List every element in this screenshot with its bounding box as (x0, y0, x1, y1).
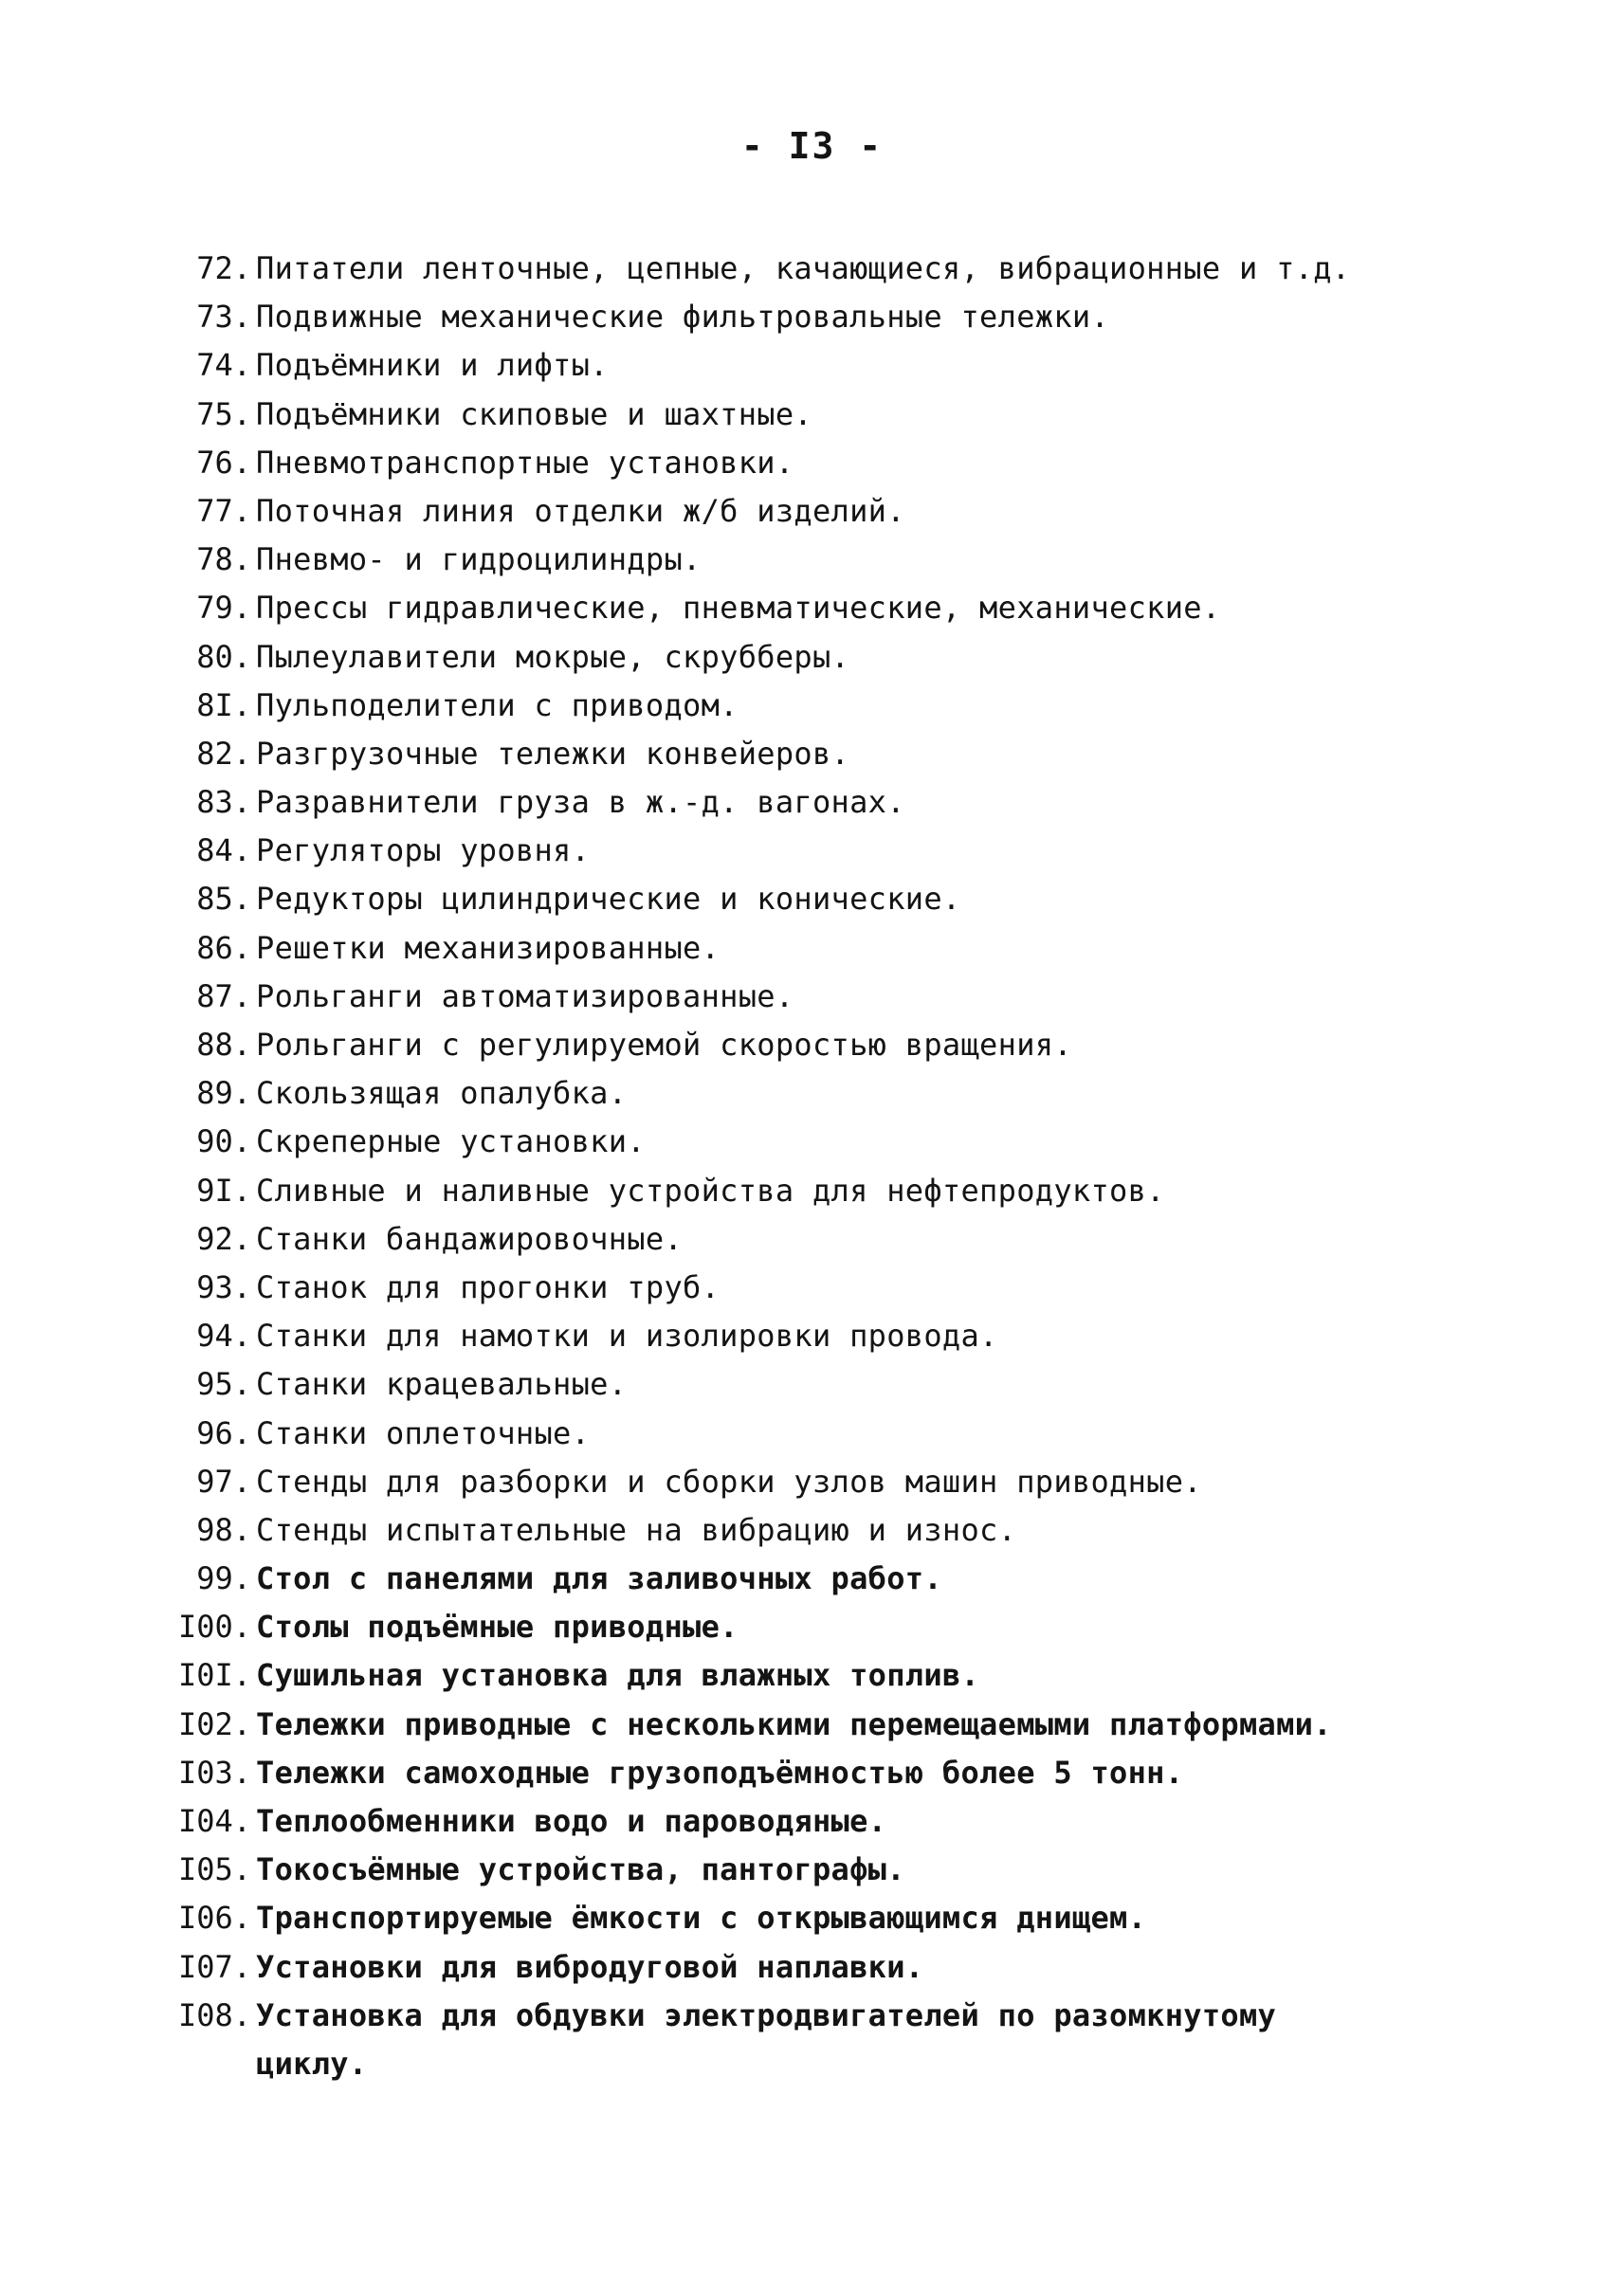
item-number: 88. (196, 1027, 251, 1063)
item-text: Скользящая опалубка. (256, 1075, 628, 1112)
item-text: Пульподелители с приводом. (256, 686, 739, 723)
item-text: циклу. (256, 2045, 368, 2082)
item-number: I03. (177, 1754, 251, 1791)
list-item (142, 1749, 1517, 1797)
item-text: Станки бандажировочные. (256, 1220, 684, 1257)
item-text: Станки оплеточные. (256, 1414, 591, 1451)
list-item (142, 778, 1517, 827)
item-number: I0I. (177, 1657, 251, 1694)
item-number: 80. (196, 638, 251, 675)
list-item (142, 1992, 1517, 2040)
item-number: 95. (196, 1366, 251, 1403)
item-number: 97. (196, 1463, 251, 1500)
item-text: Столы подъёмные приводные. (256, 1609, 739, 1646)
item-text: Станок для прогонки труб. (256, 1268, 721, 1305)
list-item (142, 1943, 1517, 1992)
list-item (142, 1215, 1517, 1264)
list-item (142, 1410, 1517, 1458)
equipment-list (142, 245, 1517, 2088)
item-text: Рольганги автоматизированные. (256, 977, 794, 1014)
list-item (142, 633, 1517, 682)
list-item (142, 1506, 1517, 1555)
item-number: 78. (196, 541, 251, 578)
item-text: Стол с панелями для заливочных работ. (256, 1560, 942, 1597)
item-text: Транспортируемые ёмкости с открывающимся днищем. (256, 1900, 1147, 1937)
list-item (142, 1797, 1517, 1846)
item-number: 72. (196, 250, 251, 286)
list-item (142, 875, 1517, 923)
list-item (142, 1701, 1517, 1749)
item-number: 75. (196, 395, 251, 432)
item-number: 79. (196, 590, 251, 627)
item-text: Скреперные установки. (256, 1123, 646, 1160)
list-item (142, 1312, 1517, 1360)
list-item (142, 1651, 1517, 1700)
item-text: Поточная линия отделки ж/б изделий. (256, 492, 905, 529)
item-text: Установка для обдувки электродвигателей по разомкнутому (256, 1996, 1277, 2033)
list-item (142, 730, 1517, 778)
item-number: 87. (196, 977, 251, 1014)
item-number: 93. (196, 1268, 251, 1305)
list-item (142, 1021, 1517, 1069)
item-number: I06. (177, 1900, 251, 1937)
list-item (142, 1167, 1517, 1215)
item-text: Прессы гидравлические, пневматические, механические. (256, 590, 1221, 627)
item-number: 98. (196, 1511, 251, 1548)
list-item (142, 536, 1517, 584)
item-number: 86. (196, 929, 251, 966)
item-number: I04. (177, 1803, 251, 1839)
item-text: Редукторы цилиндрические и конические. (256, 881, 961, 918)
list-item (142, 341, 1517, 390)
item-number: I02. (177, 1705, 251, 1742)
list-item (142, 2040, 1517, 2088)
item-number: 9I. (196, 1172, 251, 1209)
item-text: Разгрузочные тележки конвейеров. (256, 735, 850, 772)
list-item (142, 487, 1517, 536)
item-number: 74. (196, 347, 251, 384)
item-number: 96. (196, 1414, 251, 1451)
item-text: Питатели ленточные, цепные, качающиеся, вибрационные и т.д. (256, 250, 1351, 286)
item-text: Токосъёмные устройства, пантографы. (256, 1851, 905, 1888)
list-item (142, 584, 1517, 632)
list-item (142, 1603, 1517, 1651)
item-text: Пылеулавители мокрые, скрубберы. (256, 638, 850, 675)
item-number: I08. (177, 1996, 251, 2033)
item-text: Теплообменники водо и пароводяные. (256, 1803, 887, 1839)
item-text: Стенды испытательные на вибрацию и износ. (256, 1511, 1017, 1548)
item-text: Разравнители груза в ж.-д. вагонах. (256, 784, 905, 821)
item-text: Подъёмники и лифты. (256, 347, 609, 384)
list-item (142, 293, 1517, 341)
item-text: Пневмо- и гидроцилиндры. (256, 541, 702, 578)
list-item (142, 827, 1517, 875)
item-number: 8I. (196, 686, 251, 723)
item-text: Стенды для разборки и сборки узлов машин приводные. (256, 1463, 1202, 1500)
item-number: I07. (177, 1948, 251, 1985)
list-item (142, 1846, 1517, 1894)
list-item (142, 973, 1517, 1021)
item-text: Решетки механизированные. (256, 929, 721, 966)
item-number: I00. (177, 1609, 251, 1646)
list-item (142, 924, 1517, 973)
item-number: 92. (196, 1220, 251, 1257)
list-item (142, 1894, 1517, 1942)
item-text: Подвижные механические фильтровальные тележки. (256, 299, 1110, 336)
item-text: Станки крацевальные. (256, 1366, 628, 1403)
list-item (142, 245, 1517, 293)
list-item (142, 1069, 1517, 1118)
item-number: 82. (196, 735, 251, 772)
item-number: 90. (196, 1123, 251, 1160)
list-item (142, 682, 1517, 730)
item-number: 83. (196, 784, 251, 821)
item-text: Сливные и наливные устройства для нефтепродуктов. (256, 1172, 1165, 1209)
list-item (142, 391, 1517, 439)
item-number: 77. (196, 492, 251, 529)
item-text: Тележки приводные с несколькими перемещаемыми платформами. (256, 1705, 1332, 1742)
list-item (142, 1264, 1517, 1312)
list-item (142, 1555, 1517, 1603)
list-item (142, 1458, 1517, 1506)
item-number: 99. (196, 1560, 251, 1597)
item-number: 73. (196, 299, 251, 336)
item-number: 84. (196, 832, 251, 869)
item-number: 76. (196, 444, 251, 481)
item-text: Установки для вибродуговой наплавки. (256, 1948, 924, 1985)
item-text: Станки для намотки и изолировки провода. (256, 1318, 998, 1355)
list-item (142, 439, 1517, 487)
page-number: - I3 - (740, 125, 884, 167)
item-number: 89. (196, 1075, 251, 1112)
item-text: Пневмотранспортные установки. (256, 444, 794, 481)
item-text: Регуляторы уровня. (256, 832, 591, 869)
item-text: Подъёмники скиповые и шахтные. (256, 395, 812, 432)
list-item (142, 1360, 1517, 1409)
item-number: I05. (177, 1851, 251, 1888)
item-number: 85. (196, 881, 251, 918)
list-item (142, 1118, 1517, 1166)
item-text: Рольганги с регулируемой скоростью вращения. (256, 1027, 1072, 1063)
item-number: 94. (196, 1318, 251, 1355)
item-text: Сушильная установка для влажных топлив. (256, 1657, 980, 1694)
item-text: Тележки самоходные грузоподъёмностью более 5 тонн. (256, 1754, 1184, 1791)
